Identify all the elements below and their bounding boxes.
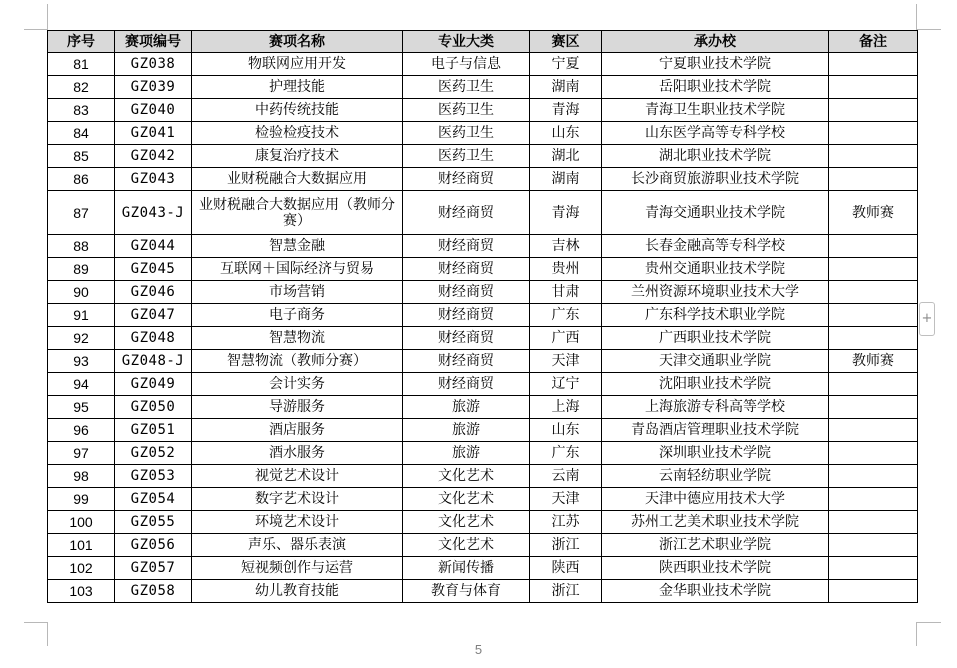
cell-serial: 99: [48, 488, 115, 511]
crop-mark-top-right-v: [916, 4, 917, 30]
cell-major-category: 财经商贸: [403, 191, 530, 235]
cell-event-code: GZ040: [115, 99, 192, 122]
cell-event-name: 智慧金融: [192, 235, 403, 258]
cell-event-name: 酒水服务: [192, 442, 403, 465]
cell-serial: 97: [48, 442, 115, 465]
crop-mark-top-left-h: [24, 29, 48, 30]
cell-host-school: 兰州资源环境职业技术大学: [602, 281, 829, 304]
cell-remarks: [829, 511, 918, 534]
table-row: [48, 511, 918, 534]
cell-region: 青海: [530, 191, 602, 235]
crop-mark-top-left-v: [47, 4, 48, 30]
cell-event-code: GZ041: [115, 122, 192, 145]
cell-event-name: 市场营销: [192, 281, 403, 304]
cell-major-category: 财经商贸: [403, 168, 530, 191]
cell-serial: 94: [48, 373, 115, 396]
cell-major-category: 医药卫生: [403, 122, 530, 145]
cell-host-school: 青岛酒店管理职业技术学院: [602, 419, 829, 442]
cell-event-code: GZ055: [115, 511, 192, 534]
cell-major-category: 财经商贸: [403, 327, 530, 350]
table-row: [48, 53, 918, 76]
table-row: [48, 350, 918, 373]
cell-remarks: [829, 281, 918, 304]
cell-event-code: GZ058: [115, 580, 192, 603]
cell-serial: 96: [48, 419, 115, 442]
table-row: [48, 191, 918, 235]
cell-event-name: 业财税融合大数据应用（教师分赛）: [192, 191, 403, 235]
cell-remarks: [829, 396, 918, 419]
crop-mark-bottom-right-h: [917, 622, 941, 623]
cell-event-code: GZ050: [115, 396, 192, 419]
cell-host-school: 苏州工艺美术职业技术学院: [602, 511, 829, 534]
cell-major-category: 文化艺术: [403, 488, 530, 511]
cell-event-name: 幼儿教育技能: [192, 580, 403, 603]
cell-event-name: 会计实务: [192, 373, 403, 396]
cell-event-name: 视觉艺术设计: [192, 465, 403, 488]
cell-event-name: 短视频创作与运营: [192, 557, 403, 580]
table-row: [48, 281, 918, 304]
cell-event-name: 康复治疗技术: [192, 145, 403, 168]
cell-event-code: GZ046: [115, 281, 192, 304]
cell-region: 贵州: [530, 258, 602, 281]
header-remarks: 备注: [829, 31, 918, 53]
cell-event-code: GZ043: [115, 168, 192, 191]
table-row: [48, 488, 918, 511]
cell-event-code: GZ057: [115, 557, 192, 580]
cell-region: 广东: [530, 442, 602, 465]
cell-serial: 83: [48, 99, 115, 122]
cell-serial: 87: [48, 191, 115, 235]
table-row: [48, 465, 918, 488]
header-host-school: 承办校: [602, 31, 829, 53]
cell-region: 江苏: [530, 511, 602, 534]
cell-remarks: [829, 557, 918, 580]
cell-event-name: 电子商务: [192, 304, 403, 327]
cell-remarks: 教师赛: [829, 191, 918, 235]
cell-event-code: GZ039: [115, 76, 192, 99]
table-row: [48, 76, 918, 99]
cell-remarks: [829, 168, 918, 191]
cell-event-code: GZ048-J: [115, 350, 192, 373]
cell-remarks: 教师赛: [829, 350, 918, 373]
cell-serial: 91: [48, 304, 115, 327]
cell-event-code: GZ043-J: [115, 191, 192, 235]
cell-major-category: 旅游: [403, 396, 530, 419]
cell-event-code: GZ049: [115, 373, 192, 396]
cell-serial: 82: [48, 76, 115, 99]
cell-host-school: 上海旅游专科高等学校: [602, 396, 829, 419]
table-row: [48, 168, 918, 191]
cell-major-category: 文化艺术: [403, 534, 530, 557]
header-region: 赛区: [530, 31, 602, 53]
cell-major-category: 新闻传播: [403, 557, 530, 580]
cell-event-code: GZ054: [115, 488, 192, 511]
cell-remarks: [829, 122, 918, 145]
cell-region: 吉林: [530, 235, 602, 258]
cell-serial: 103: [48, 580, 115, 603]
cell-host-school: 宁夏职业技术学院: [602, 53, 829, 76]
cell-event-name: 导游服务: [192, 396, 403, 419]
cell-major-category: 财经商贸: [403, 350, 530, 373]
cell-remarks: [829, 419, 918, 442]
table-row: [48, 373, 918, 396]
cell-event-name: 物联网应用开发: [192, 53, 403, 76]
cell-event-name: 声乐、器乐表演: [192, 534, 403, 557]
cell-host-school: 湖北职业技术学院: [602, 145, 829, 168]
cell-host-school: 天津交通职业学院: [602, 350, 829, 373]
cell-host-school: 金华职业技术学院: [602, 580, 829, 603]
cell-serial: 95: [48, 396, 115, 419]
cell-serial: 85: [48, 145, 115, 168]
cell-host-school: 贵州交通职业技术学院: [602, 258, 829, 281]
cell-major-category: 旅游: [403, 419, 530, 442]
cell-host-school: 天津中德应用技术大学: [602, 488, 829, 511]
header-major-category: 专业大类: [403, 31, 530, 53]
cell-region: 浙江: [530, 580, 602, 603]
cell-serial: 102: [48, 557, 115, 580]
cell-region: 湖南: [530, 168, 602, 191]
cell-major-category: 电子与信息: [403, 53, 530, 76]
table-row: [48, 122, 918, 145]
cell-serial: 98: [48, 465, 115, 488]
cell-major-category: 教育与体育: [403, 580, 530, 603]
cell-serial: 84: [48, 122, 115, 145]
cell-remarks: [829, 534, 918, 557]
cell-remarks: [829, 465, 918, 488]
cell-event-name: 智慧物流（教师分赛）: [192, 350, 403, 373]
cell-host-school: 浙江艺术职业学院: [602, 534, 829, 557]
cell-event-code: GZ052: [115, 442, 192, 465]
competition-table: [47, 30, 918, 603]
cell-host-school: 广西职业技术学院: [602, 327, 829, 350]
header-event-name: 赛项名称: [192, 31, 403, 53]
cell-major-category: 文化艺术: [403, 465, 530, 488]
cell-remarks: [829, 53, 918, 76]
cell-major-category: 财经商贸: [403, 373, 530, 396]
header-serial: 序号: [48, 31, 115, 53]
cell-major-category: 文化艺术: [403, 511, 530, 534]
cell-region: 广西: [530, 327, 602, 350]
cell-event-name: 业财税融合大数据应用: [192, 168, 403, 191]
cell-event-name: 护理技能: [192, 76, 403, 99]
cell-major-category: 医药卫生: [403, 145, 530, 168]
cell-serial: 100: [48, 511, 115, 534]
cell-remarks: [829, 327, 918, 350]
cell-remarks: [829, 304, 918, 327]
cell-event-code: GZ056: [115, 534, 192, 557]
table-row: [48, 396, 918, 419]
cell-host-school: 云南轻纺职业学院: [602, 465, 829, 488]
cell-remarks: [829, 99, 918, 122]
cell-host-school: 青海卫生职业技术学院: [602, 99, 829, 122]
table-row: [48, 327, 918, 350]
cell-region: 湖南: [530, 76, 602, 99]
cell-serial: 89: [48, 258, 115, 281]
table-row: [48, 235, 918, 258]
cell-event-code: GZ047: [115, 304, 192, 327]
cell-serial: 92: [48, 327, 115, 350]
cell-region: 辽宁: [530, 373, 602, 396]
cell-serial: 88: [48, 235, 115, 258]
cell-host-school: 青海交通职业技术学院: [602, 191, 829, 235]
cell-serial: 93: [48, 350, 115, 373]
cell-host-school: 沈阳职业技术学院: [602, 373, 829, 396]
cell-event-name: 互联网＋国际经济与贸易: [192, 258, 403, 281]
cell-region: 山东: [530, 419, 602, 442]
crop-mark-top-right-h: [917, 29, 941, 30]
cell-remarks: [829, 373, 918, 396]
cell-host-school: 深圳职业技术学院: [602, 442, 829, 465]
plus-icon: +: [921, 311, 933, 326]
cell-region: 宁夏: [530, 53, 602, 76]
cell-event-name: 检验检疫技术: [192, 122, 403, 145]
cell-event-name: 环境艺术设计: [192, 511, 403, 534]
cell-major-category: 财经商贸: [403, 281, 530, 304]
table-header-row: [48, 31, 918, 53]
cell-host-school: 山东医学高等专科学校: [602, 122, 829, 145]
cell-event-code: GZ045: [115, 258, 192, 281]
cell-region: 天津: [530, 488, 602, 511]
cell-event-code: GZ038: [115, 53, 192, 76]
cell-remarks: [829, 235, 918, 258]
table-row: [48, 145, 918, 168]
cell-region: 浙江: [530, 534, 602, 557]
cell-major-category: 旅游: [403, 442, 530, 465]
cell-region: 天津: [530, 350, 602, 373]
crop-mark-bottom-left-h: [24, 622, 48, 623]
page-number: 5: [474, 642, 483, 657]
cell-event-code: GZ048: [115, 327, 192, 350]
cell-serial: 90: [48, 281, 115, 304]
cell-host-school: 岳阳职业技术学院: [602, 76, 829, 99]
header-event-code: 赛项编号: [115, 31, 192, 53]
cell-host-school: 长沙商贸旅游职业技术学院: [602, 168, 829, 191]
cell-event-code: GZ051: [115, 419, 192, 442]
cell-event-name: 数字艺术设计: [192, 488, 403, 511]
cell-major-category: 财经商贸: [403, 258, 530, 281]
table-row: [48, 580, 918, 603]
table-row: [48, 534, 918, 557]
cell-event-code: GZ053: [115, 465, 192, 488]
cell-region: 湖北: [530, 145, 602, 168]
cell-remarks: [829, 488, 918, 511]
cell-event-name: 酒店服务: [192, 419, 403, 442]
cell-remarks: [829, 580, 918, 603]
table-row: [48, 99, 918, 122]
cell-major-category: 财经商贸: [403, 235, 530, 258]
expand-handle[interactable]: [919, 302, 935, 336]
cell-remarks: [829, 76, 918, 99]
table-row: [48, 304, 918, 327]
cell-serial: 101: [48, 534, 115, 557]
cell-event-name: 中药传统技能: [192, 99, 403, 122]
cell-event-code: GZ042: [115, 145, 192, 168]
table-row: [48, 258, 918, 281]
cell-major-category: 医药卫生: [403, 76, 530, 99]
cell-region: 山东: [530, 122, 602, 145]
table-body: [48, 53, 918, 603]
cell-region: 青海: [530, 99, 602, 122]
cell-remarks: [829, 145, 918, 168]
cell-serial: 81: [48, 53, 115, 76]
cell-host-school: 长春金融高等专科学校: [602, 235, 829, 258]
cell-remarks: [829, 258, 918, 281]
table-row: [48, 442, 918, 465]
cell-event-code: GZ044: [115, 235, 192, 258]
table-row: [48, 419, 918, 442]
cell-region: 广东: [530, 304, 602, 327]
cell-major-category: 医药卫生: [403, 99, 530, 122]
cell-region: 甘肃: [530, 281, 602, 304]
cell-serial: 86: [48, 168, 115, 191]
table-row: [48, 557, 918, 580]
cell-major-category: 财经商贸: [403, 304, 530, 327]
cell-host-school: 陕西职业技术学院: [602, 557, 829, 580]
cell-region: 上海: [530, 396, 602, 419]
cell-region: 云南: [530, 465, 602, 488]
cell-event-name: 智慧物流: [192, 327, 403, 350]
cell-host-school: 广东科学技术职业学院: [602, 304, 829, 327]
cell-remarks: [829, 442, 918, 465]
cell-region: 陕西: [530, 557, 602, 580]
